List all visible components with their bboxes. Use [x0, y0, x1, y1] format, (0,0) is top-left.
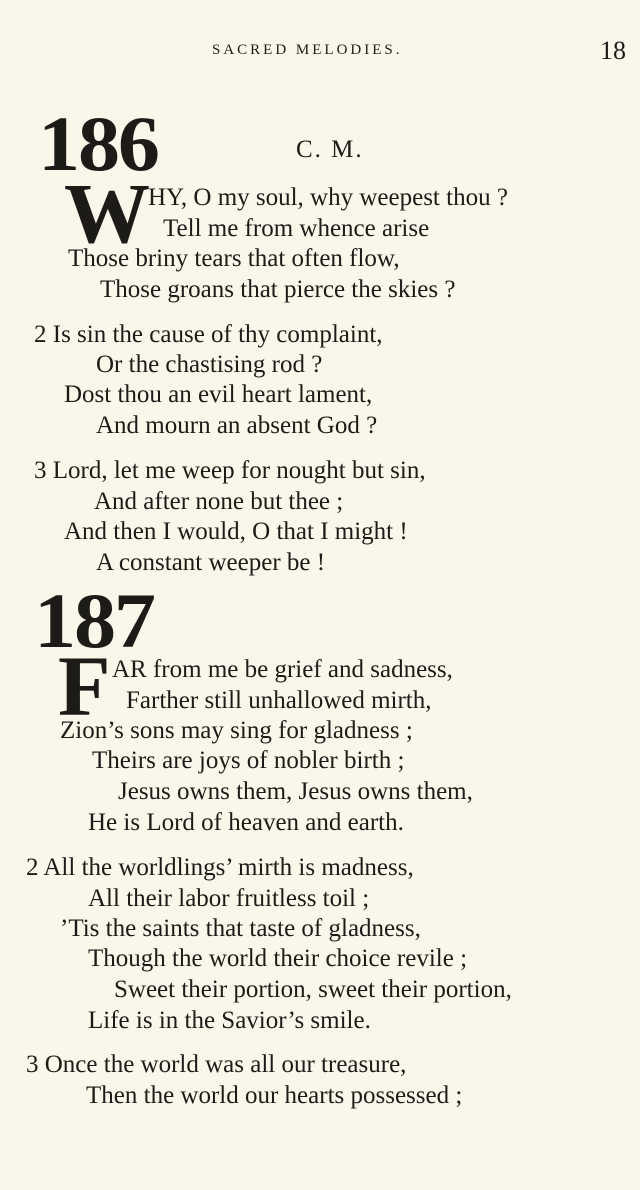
verse-line: And mourn an absent God ? — [96, 412, 378, 439]
hymn-meter: C. M. — [296, 136, 364, 163]
verse-line: Life is in the Savior’s smile. — [88, 1007, 371, 1034]
verse-line: And after none but thee ; — [94, 488, 344, 515]
verse-line: And then I would, O that I might ! — [64, 518, 408, 545]
verse-line: Jesus owns them, Jesus owns them, — [118, 778, 473, 805]
verse-line: Those groans that pierce the skies ? — [100, 276, 456, 303]
verse-line: Dost thou an evil heart lament, — [64, 381, 373, 408]
drop-cap: F — [58, 638, 111, 734]
verse-line: Or the chastising rod ? — [96, 351, 323, 378]
verse-line: Farther still unhallowed mirth, — [126, 687, 432, 714]
verse-line: ’Tis the saints that taste of gladness, — [60, 915, 421, 942]
verse-line: Though the world their choice revile ; — [88, 945, 468, 972]
page-number: 18 — [600, 36, 626, 65]
verse-line: Those briny tears that often flow, — [68, 245, 400, 272]
verse-line: Theirs are joys of nobler birth ; — [92, 747, 405, 774]
running-title: SACRED MELODIES. — [212, 42, 403, 58]
hymn-number: 186 — [38, 100, 158, 187]
hymn-number: 187 — [34, 577, 154, 664]
drop-cap: W — [64, 165, 150, 261]
verse-line: AR from me be grief and sadness, — [112, 656, 453, 683]
verse-line: 3 Once the world was all our treasure, — [26, 1051, 407, 1078]
verse-line: Zion’s sons may sing for gladness ; — [60, 717, 413, 744]
verse-line: 2 Is sin the cause of thy complaint, — [34, 321, 383, 348]
verse-line: A constant weeper be ! — [96, 549, 326, 576]
verse-line: Sweet their portion, sweet their portion, — [114, 976, 512, 1003]
verse-line: HY, O my soul, why weepest thou ? — [148, 184, 508, 211]
verse-line: Tell me from whence arise — [163, 215, 430, 242]
verse-line: 2 All the worldlings’ mirth is madness, — [26, 854, 414, 881]
verse-line: Then the world our hearts possessed ; — [86, 1082, 463, 1109]
verse-line: 3 Lord, let me weep for nought but sin, — [34, 457, 426, 484]
verse-line: He is Lord of heaven and earth. — [88, 809, 404, 836]
verse-line: All their labor fruitless toil ; — [88, 885, 370, 912]
